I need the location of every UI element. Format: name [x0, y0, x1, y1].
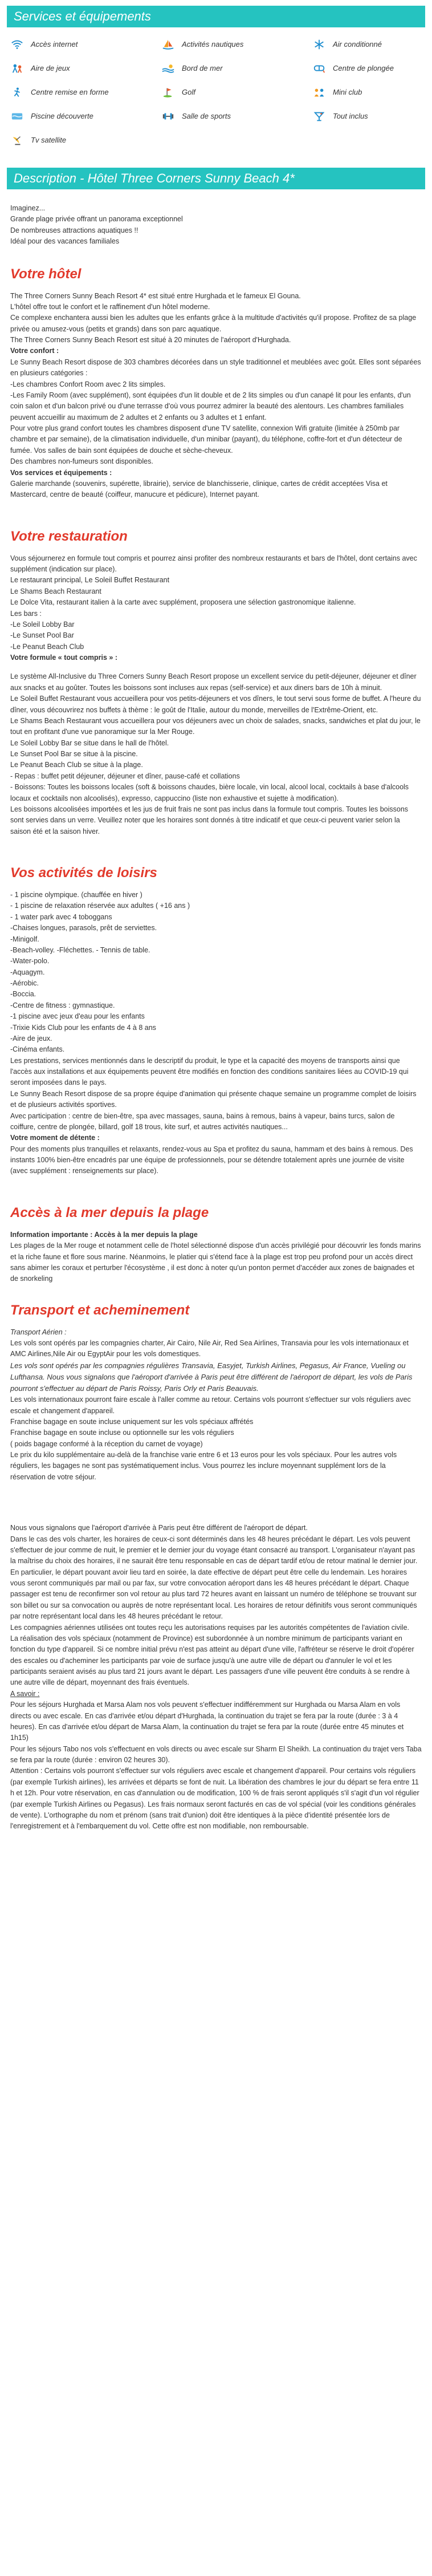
amenity-pool: Piscine découverte [9, 107, 160, 125]
amenity-miniclub: Mini club [311, 83, 427, 102]
description-title: Description - Hôtel Three Corners Sunny Beach 4* [14, 171, 295, 185]
transport-baggage-weight: ( poids bagage conformé à la réception du carnet de voyage) [10, 1439, 203, 1448]
hotel-heading: Votre hôtel [10, 266, 81, 282]
restauration-heading: Votre restauration [10, 528, 128, 544]
comfort-label: Votre confort : [10, 347, 59, 355]
amenity-nautical: Activités nautiques [160, 35, 311, 54]
amenity-diving: Centre de plongée [311, 59, 427, 78]
transport-baggage-1: Franchise bagage en soute incluse uniquement sur les vols spéciaux affrétés [10, 1417, 254, 1426]
amenity-allinclusive: Tout inclus [311, 107, 427, 125]
description-header [7, 168, 425, 189]
transport-regular: Les vols sont opérés par les compagnies régulières Transavia, Easyjet, Turkish Airlines, Pegasus, Air France, Vueling ou Lufthansa. Nous vous signalons que l'aéroport d'arrivée à Paris peut être différent de l'aéroport de départ, les vols de Paris pourront s'effectuer au départ de Paris Roissy, Paris Orly et Paris Beauvais. [10, 1361, 413, 1393]
all-inclusive-icon [311, 110, 327, 123]
amenity-seaside: Bord de mer [160, 59, 311, 78]
services-title: Services et équipements [14, 9, 151, 23]
fitness-icon [9, 86, 25, 99]
transport-charter: Les vols sont opérés par les compagnies charter, Air Cairo, Nile Air, Red Sea Airlines, Transavia pour les vols internationaux et AMC Airlines,Nile Air ou EgyptAir pour les vols domestiques. [10, 1339, 409, 1358]
transport-taba: Pour les séjours Tabo nos vols s'effectuent en vols directs ou avec escale sur Sharm El Sheikh. La continuation du trajet vers Taba se fera par la route (durée : environ 02 heures 30). [10, 1745, 422, 1764]
sea-icon [160, 62, 176, 75]
satellite-icon [9, 134, 25, 147]
transport-schedule: Nous vous signalons que l'aéroport d'arrivée à Paris peut être différent de l'aéroport de départ. Dans le cas des vols charter, les horaires de ceux-ci sont déterminés dans les 48 heures précédant le départ. Les vols peuvent s'effectuer de jour comme de nuit, le premier et le dernier jour du voyage étant consacré au transport. L'organisateur n'ayant pas la maîtrise du choix des horaires, il ne saurait être tenu responsable en cas de départ tardif et/ou de retour matinal le dernier jour. En particulier, le départ pouvant avoir lieu tard en soirée, la date effective de départ peut être celle du lendemain. Les horaires vous seront communiqués par mail ou par fax, sur votre convocation aéroport dans les 48 heures précédant le départ. Chaque passager est tenu de reconfirmer son vol retour au plus tard 72 heures avant en laissant un numéro de téléphone se trouvant sur son billet ou sur sa convocation ou auprès de notre représentant local. Les horaires de retour définitifs vous seront communiqués par notre représentant local dans les 48 heures précédant le retour. Les compagnies aériennes utilisées ont toutes reçu les autorisations requises par les autorités compétentes de l'aviation civile. La réalisation des vols spéciaux (notamment de Province) est subordonnée à un nombre minimum de participants variant en fonction du type d'appareil. Si ce nombre initial prévu n'est pas atteint au départ d'une ville, l'affréteur se réserve le droit d'opérer des escales ou d'acheminer les participants par voie de surface jusqu'à une autre ville de départ ou d'annuler le vol et les participants seraient avisés au plus tard 21 jours avant le départ. Les passagers d'une ville peuvent être conduits à se rendre à une autre ville de départ, moyennant des frais éventuels. [10, 1524, 418, 1687]
amenity-playground: Aire de jeux [9, 59, 160, 78]
transport-attention: Attention : Certains vols pourront s'effectuer sur vols réguliers avec escale et changement d'appareil. Pour certains vols réguliers (par exemple Turkish airlines), les arrivées et départs se font de nuit. La libération des chambres le jour du départ se fera entre 11 h et 12h. Pour votre réservation, en cas d'annulation ou de modification, 100 % de frais seront appliqués s'il s'agit d'un vol régulier (par exemple Turkish Airlines ou Pegasus). Les frais normaux seront facturés en cas de vol spécial (voir les conditions générales de vente). L'orthographe du nom et prénom (sans trait d'union) doit être identiques à la pièce d'identité présentée lors de l'enregistrement et à l'embarquement du vol. Cette offre est non modifiable, non remboursable. [10, 1767, 419, 1831]
services-text: Galerie marchande (souvenirs, supérette, librairie), service de blanchisserie, clinique, cartes de crédit acceptées Visa et Mastercard, centre de beauté (coiffeur, manucure et pédicure), Internet payant. [10, 479, 388, 499]
playground-icon [9, 62, 25, 75]
formula-label: Votre formule « tout compris » : [10, 654, 117, 662]
comfort-text: Le Sunny Beach Resort dispose de 303 chambres décorées dans un style traditionnel et meublées avec goût. Elles sont séparées en plusieurs catégories : -Les chambres Confort Room avec 2 lits simples. -Les Family Room (avec supplément), sont équipées d'un lit double et de 2 lits simples ou d'un canapé lit pour les enfants, d'un coin salon et d'un balcon privé ou d'une terrasse d'où vous pourrez admirer la beauté des alentours. Les chambres familiales peuvent accueillir au maximum de 2 adultes et 2 enfants ou 3 adultes et 1 enfant. Pour votre plus grand confort toutes les chambres disposent d'une TV satellite, connexion Wifi gratuite (limitée à 250mb par chambre et par semaine), de la climatisation individuelle, d'un minibar (payant), du téléphone, coffre-fort et d'un détecteur de fumée. Vos salles de bain sont équipées de douche et sèche-cheveux. Des chambres non-fumeurs sont disponibles. [10, 358, 421, 466]
detente-text: Pour des moments plus tranquilles et relaxants, rendez-vous au Spa et profitez du sauna, hammam et des bains à remous. Des instants 100% bien-être encadrés par une équipe de professionnels, pour se détendre totalement après une journée de visite (avec supplément : renseignements sur place). [10, 1145, 413, 1175]
amenity-golf: Golf [160, 83, 311, 102]
hotel-text: The Three Corners Sunny Beach Resort 4* est situé entre Hurghada et le fameux El Gouna. L'hôtel offre tout le confort et le raffinement d'un hôtel moderne. Ce complexe enchantera aussi bien les adultes que les enfants grâce à la multitude d'activités qu'il propose. Profitez de sa plage privée ou amusez-vous (petits et grands) dans son parc aquatique. The Three Corners Sunny Beach Resort est situé à 20 minutes de l'aéroport d'Hurghada. [10, 291, 417, 344]
acces-text: Les plages de la Mer rouge et notamment celle de l'hotel sélectionné dispose d'un accès privilégié pour découvrir les fonds marins et la riche faune et flore sous marine. Néanmoins, le platier qui s'étend face à la plage est trop peu profond pour un accès direct sans abimer les coraux et perturber l'écosystème , il est donc à noter qu'un ponton permet d'accéder aux zones de baignades et de snorkeling [10, 1242, 421, 1283]
loisirs-participation: Avec participation : centre de bien-être, spa avec massages, sauna, bains à remous, bains à vapeur, bains turcs, salon de coiffure, centre de plongée, billard, golf 18 trous, kite surf, et autres activités nautiques... [10, 1111, 395, 1131]
acces-label: Information importante : Accès à la mer depuis la plage [10, 1230, 198, 1239]
gym-icon [160, 110, 176, 123]
services-header [7, 6, 425, 27]
description-body [7, 189, 425, 1832]
services-label: Vos services et équipements : [10, 468, 112, 477]
amenities-grid [7, 27, 425, 155]
pool-icon [9, 110, 25, 123]
amenity-aircon: Air conditionné [311, 35, 427, 54]
wifi-icon [9, 38, 25, 51]
diving-icon [311, 62, 327, 75]
loisirs-animation: Le Sunny Beach Resort dispose de sa propre équipe d'animation qui présente chaque semaine un programme complet de loisirs et de plusieurs activités sportives. [10, 1089, 417, 1109]
amenity-internet: Accès internet [9, 35, 160, 54]
transport-label: Transport Aérien : [10, 1328, 67, 1336]
transport-heading: Transport et acheminement [10, 1302, 190, 1318]
loisirs-heading: Vos activités de loisirs [10, 865, 157, 881]
formula-text: Le système All-Inclusive du Three Corners Sunny Beach Resort propose un excellent service du petit-déjeuner, déjeuner et dîner aux snacks et au goûter. Toutes les boissons sont incluses aux repas (self-service) et aux diners bars de 10h à minuit. Le Soleil Buffet Restaurant vous accueillera pour vos petits-déjeuners et vos dîners, le tout servi sous forme de buffet. A l'heure du dîner, vous découvrirez nos buffets à thème : le goût de l'Italie, autour du monde, merveilles de l'Extrême-Orient, etc. Le Shams Beach Restaurant vous accueillera pour vos déjeuners avec un choix de salades, snacks, sandwiches et plat du jour, le tout en profitant d'une vue panoramique sur la Mer Rouge. Le Soleil Lobby Bar se situe dans le hall de l'hôtel. Le Sunset Pool Bar se situe à la piscine. Le Peanut Beach Club se situe à la plage. - Repas : buffet petit déjeuner, déjeuner et dîner, pause-café et collations - Boissons: Toutes les boissons locales (soft & boissons chaudes, bière locale, vin local, alcool local, cocktails à base d'alcools locaux et cocktails non alcoolisés), expresso, cappuccino (liste non exhaustive et sujette à modification). Les boissons alcoolisées importées et les jus de fruit frais ne sont pas inclus dans la formule tout compris. Toutes les boissons sont servies dans un verre. Veuillez noter que les horaires sont donnés à titre indicatif et que ceux-ci peuvent varier selon la saison été et la saison hiver. [10, 672, 421, 835]
transport-hurghada: Pour les séjours Hurghada et Marsa Alam nos vols peuvent s'effectuer indifféremment sur Hurghada ou Marsa Alam en vols directs ou avec escale. En cas d'arrivée et/ou départ d'Hurghada, la continuation du trajet se fera par la route (durée : 3 à 4 heures). En cas d'arrivée et/ou départ de Marsa Alam, la continuation du trajet se fera par la route (durée entre 45 minutes et 1h15) [10, 1701, 404, 1742]
detente-label: Votre moment de détente : [10, 1134, 100, 1142]
windsurf-icon [160, 38, 176, 51]
kids-club-icon [311, 86, 327, 99]
golf-icon [160, 86, 176, 99]
transport-stopover: Les vols internationaux pourront faire escale à l'aller comme au retour. Certains vols pourront s'effectuer sur vols réguliers avec escale et changement d'appareil. [10, 1395, 411, 1415]
restauration-text: Vous séjournerez en formule tout compris et pourrez ainsi profiter des nombreux restaurants et bars de l'hôtel, dont certains avec supplément (indication sur place). Le restaurant principal, Le Soleil Buffet Restaurant Le Shams Beach Restaurant Le Dolce Vita, restaurant italien à la carte avec supplément, proposera une sélection gastronomique italienne. Les bars : -Le Soleil Lobby Bar -Le Sunset Pool Bar -Le Peanut Beach Club [10, 554, 417, 651]
transport-baggage-price: Le prix du kilo supplémentaire au-delà de la franchise varie entre 6 et 13 euros pour les vols spéciaux. Pour les autres vols réguliers, les bagages ne sont pas systématiquement inclus. Vous pourrez les inclure moyennant supplément lors de la réservation de votre séjour. [10, 1451, 397, 1481]
transport-avoir: A savoir : [10, 1689, 40, 1698]
loisirs-note: Les prestations, services mentionnés dans le descriptif du produit, le type et la capacité des moyens de transports ainsi que l'accès aux installations et aux équipements peuvent être modifiés en fonction des conditions sanitaires liées au COVID-19 qui seront imposées dans le pays. [10, 1056, 409, 1087]
intro-block: Imaginez... Grande plage privée offrant un panorama exceptionnel De nombreuses attractions aquatiques !! Idéal pour des vacances familiales [10, 204, 183, 246]
snowflake-icon [311, 38, 327, 51]
amenity-fitness: Centre remise en forme [9, 83, 160, 102]
loisirs-list: - 1 piscine olympique. (chauffée en hiver ) - 1 piscine de relaxation réservée aux adultes ( +16 ans ) - 1 water park avec 4 toboggans -Chaises longues, parasols, prêt de serviettes. -Minigolf. -Beach-volley. -Fléchettes. - Tennis de table. -Water-polo. -Aquagym. -Aérobic. -Boccia. -Centre de fitness : gymnastique. -1 piscine avec jeux d'eau pour les enfants -Trixie Kids Club pour les enfants de 4 à 8 ans -Aire de jeux. -Cinéma enfants. [10, 891, 190, 1054]
amenity-tv: Tv satellite [9, 131, 160, 149]
transport-baggage-2: Franchise bagage en soute incluse ou optionnelle sur les vols réguliers [10, 1429, 234, 1437]
acces-heading: Accès à la mer depuis la plage [10, 1204, 209, 1220]
amenity-gym: Salle de sports [160, 107, 311, 125]
